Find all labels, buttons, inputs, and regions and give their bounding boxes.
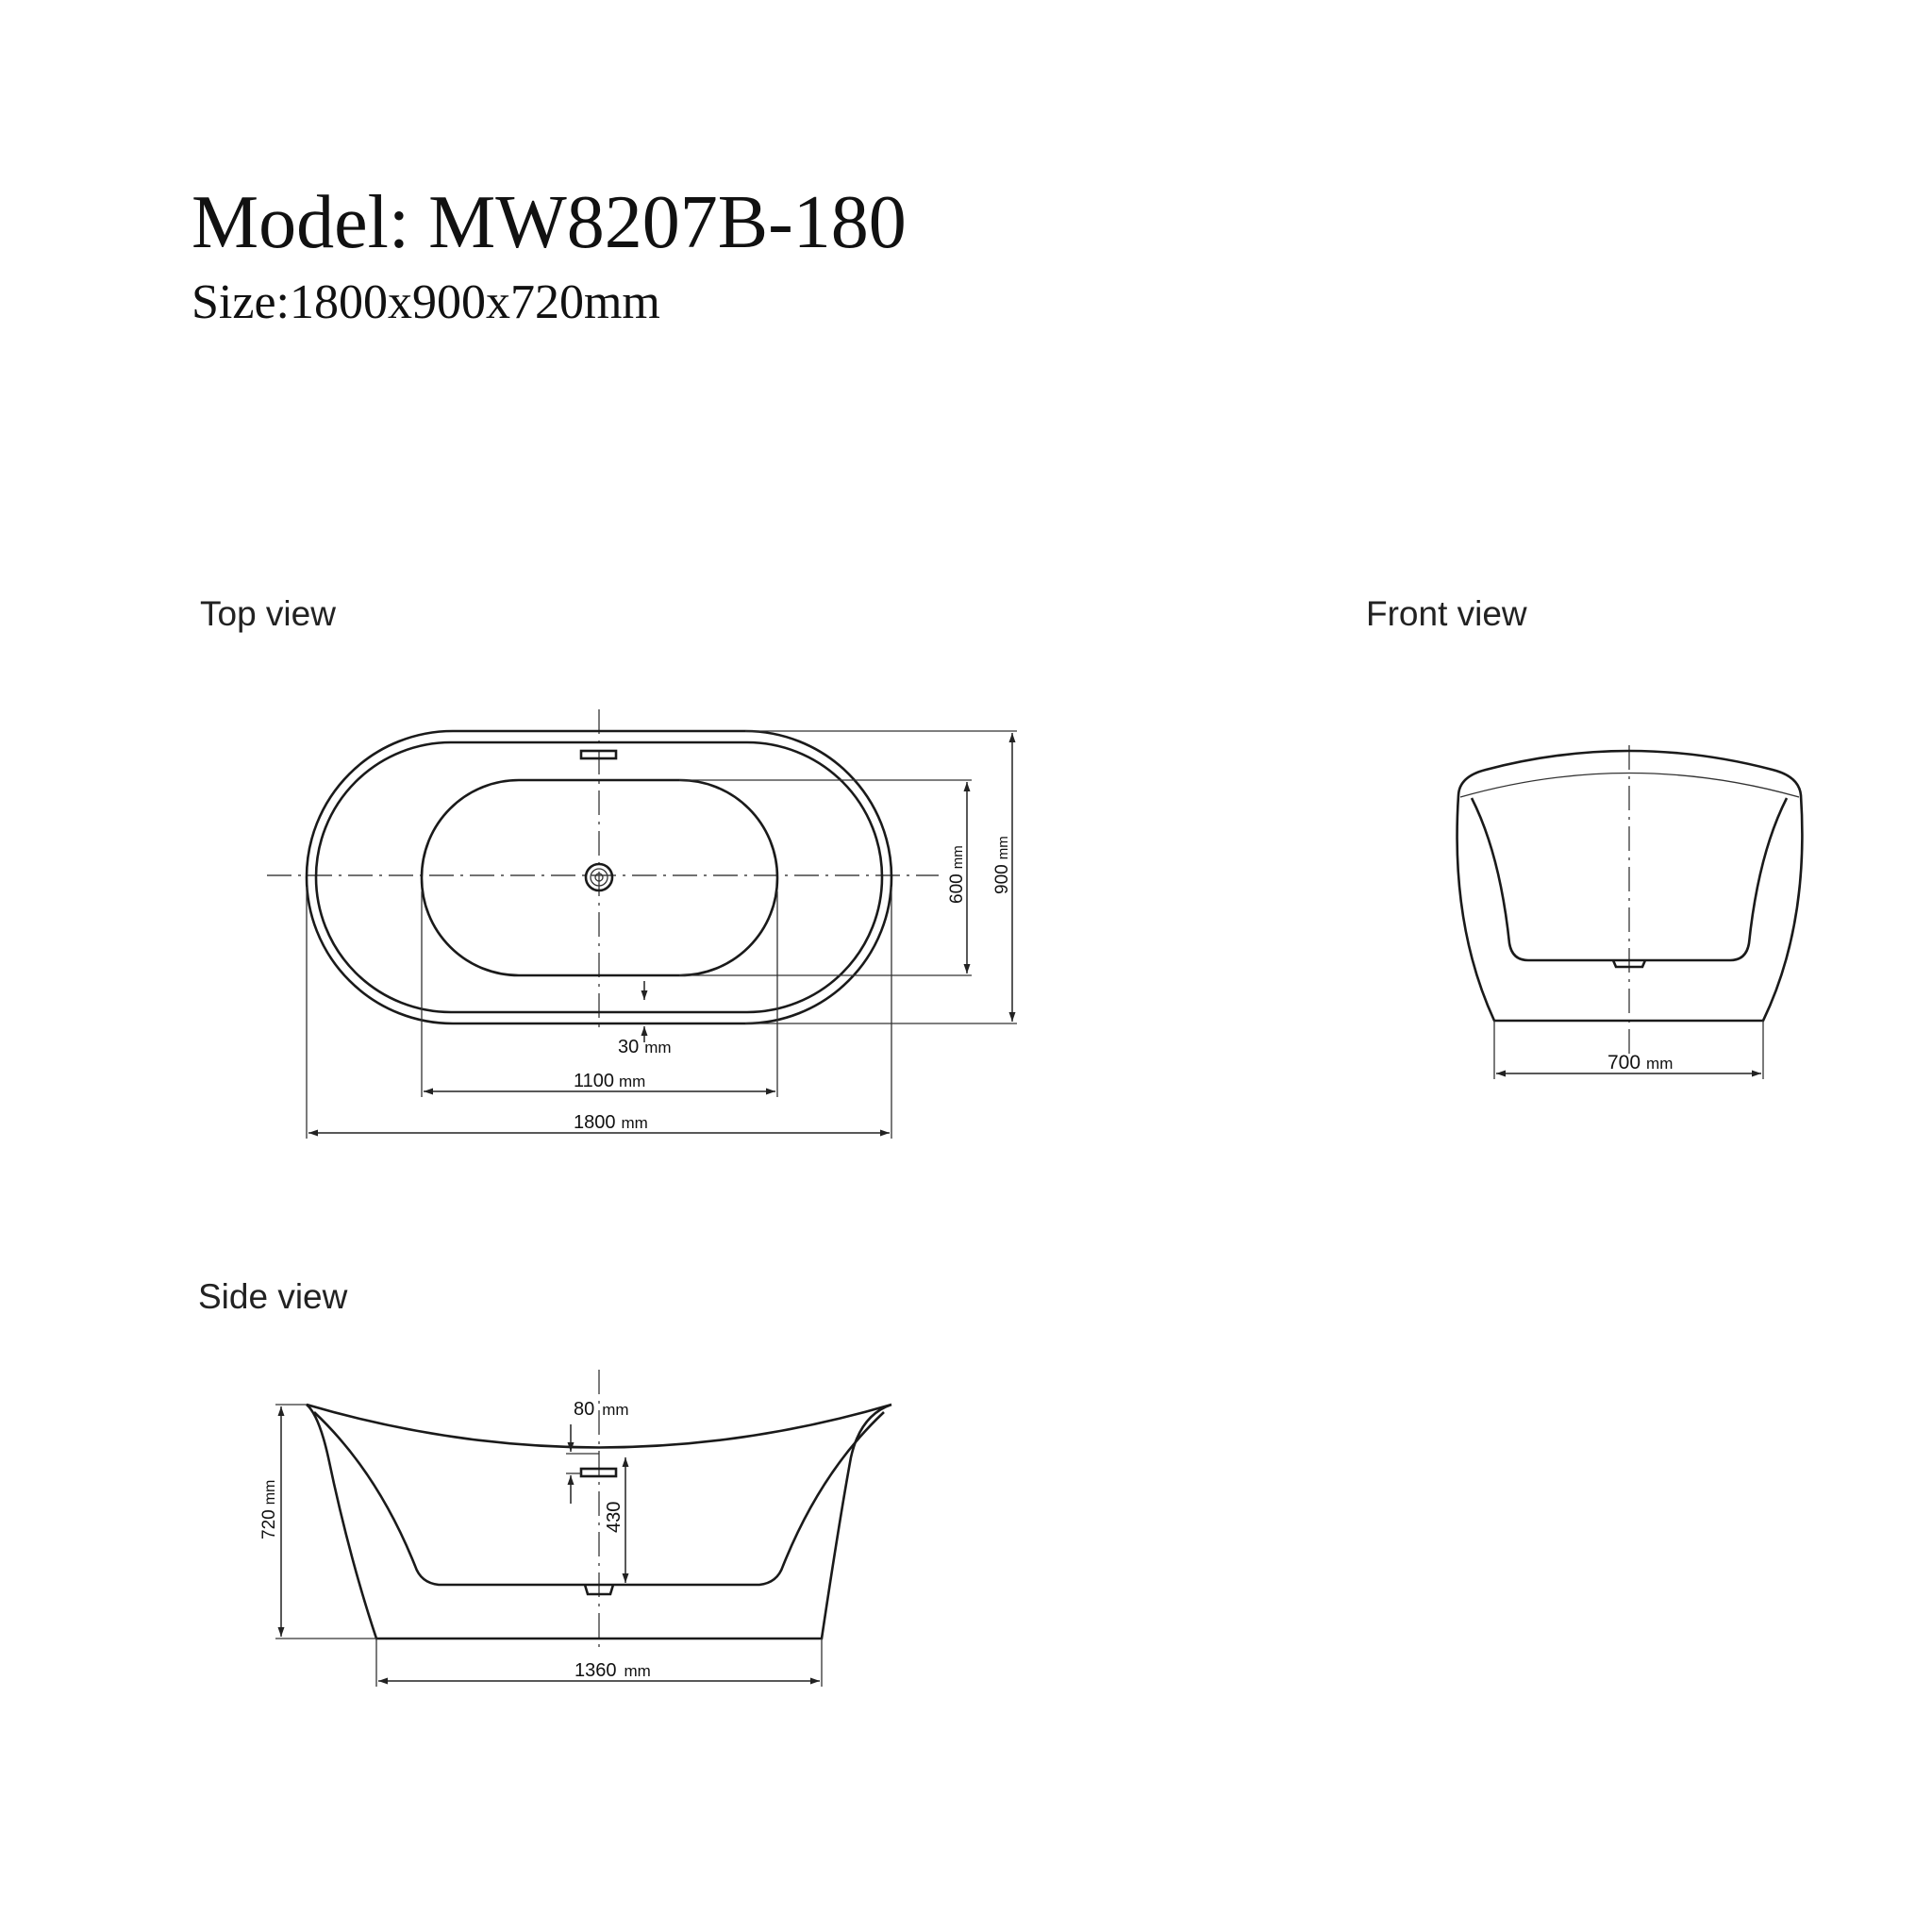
- dim-label-side-base: 1360 mm: [575, 1660, 651, 1681]
- front-view-drawing: [1457, 745, 1803, 1079]
- side-view-drawing: [259, 1370, 891, 1687]
- top-view-drawing: [267, 709, 1017, 1139]
- dim-label-overflow-offset: 80 mm: [574, 1399, 629, 1420]
- model-title: Model: MW8207B-180: [192, 181, 907, 264]
- dim-label-overall-width: 900mm: [992, 836, 1012, 894]
- dim-label-front-base: 700 mm: [1607, 1052, 1674, 1073]
- front-view-label: Front view: [1366, 594, 1527, 633]
- dim-label-inner-width: 600mm: [947, 845, 967, 904]
- dim-label-overflow-height: 430: [604, 1501, 625, 1533]
- top-view-label: Top view: [200, 594, 336, 633]
- side-view-label: Side view: [198, 1277, 348, 1316]
- dim-label-overall-length: 1800 mm: [574, 1112, 648, 1133]
- size-subtitle: Size:1800x900x720mm: [192, 275, 660, 329]
- dim-label-rim: 30 mm: [618, 1037, 672, 1057]
- dim-label-inner-length: 1100 mm: [574, 1071, 646, 1091]
- dim-label-side-height: 720mm: [259, 1479, 279, 1539]
